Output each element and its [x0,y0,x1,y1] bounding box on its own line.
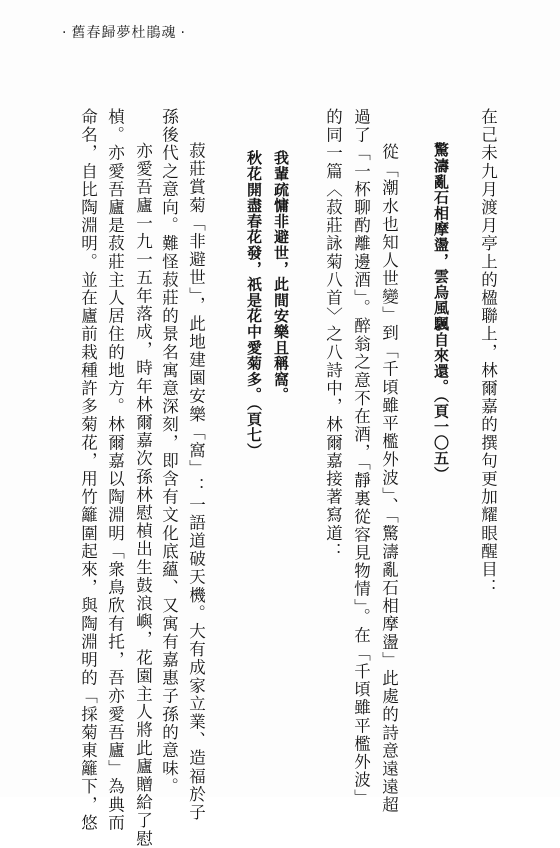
header-ornament-right: · [180,25,186,41]
text-column-11: 楨。亦愛吾廬是菽莊主人居住的地方。林爾嘉以陶淵明「衆鳥欣有托，吾亦愛吾廬」為典而 [105,108,125,832]
text-column-5: 的同一篇〈菽莊詠菊八首〉之八詩中，林爾嘉接著寫道： [323,108,343,561]
text-column-9: 孫後代之意向。難怪菽莊的景名寓意深刻，即含有文化底蘊、又寓有嘉惠子孫的意味。 [159,108,179,796]
text-column-8: 菽莊賞菊「非避世」，此地建園安樂「窩」：一語道破天機。大有成家立業、造福於子 [186,142,206,822]
text-column-3: 從「潮水也知人世變」到「千頃雖平檻外波」、「驚濤亂石相摩盪」此處的詩意遠遠超 [379,143,399,815]
poem-line-3: 秋花開盡春花發，祇是花中愛菊多。（頁七） [245,150,263,459]
poem-line-1: 驚濤亂石相摩盪，雲烏風颿自來還。（頁一〇五） [432,142,450,483]
poem-line-2: 我輩疏慵非避世，此間安樂且稱窩。 [272,150,290,403]
header-ornament-left: · [62,25,68,41]
text-column-12: 命名，自比陶淵明。並在廬前栽種許多菊花，用竹籬圍起來，與陶淵明的「採菊東籬下，悠 [78,108,98,832]
running-header [58,22,190,42]
text-column-4: 過了「一杯聊酌離邊酒」。醉翁之意不在酒，「靜裏從容見物情」。在「千頃雖平檻外波」 [351,108,371,808]
text-column-10: 亦愛吾廬一九一五年落成，時年林爾嘉次孫林慰楨出生鼓浪嶼，花園主人將此廬贈給了慰 [133,142,153,848]
text-column-1: 在己未九月渡月亭上的楹聯上，林爾嘉的撰句更加耀眼醒目： [478,108,498,597]
header-title: 舊春歸夢杜鵑魂 [71,25,177,41]
